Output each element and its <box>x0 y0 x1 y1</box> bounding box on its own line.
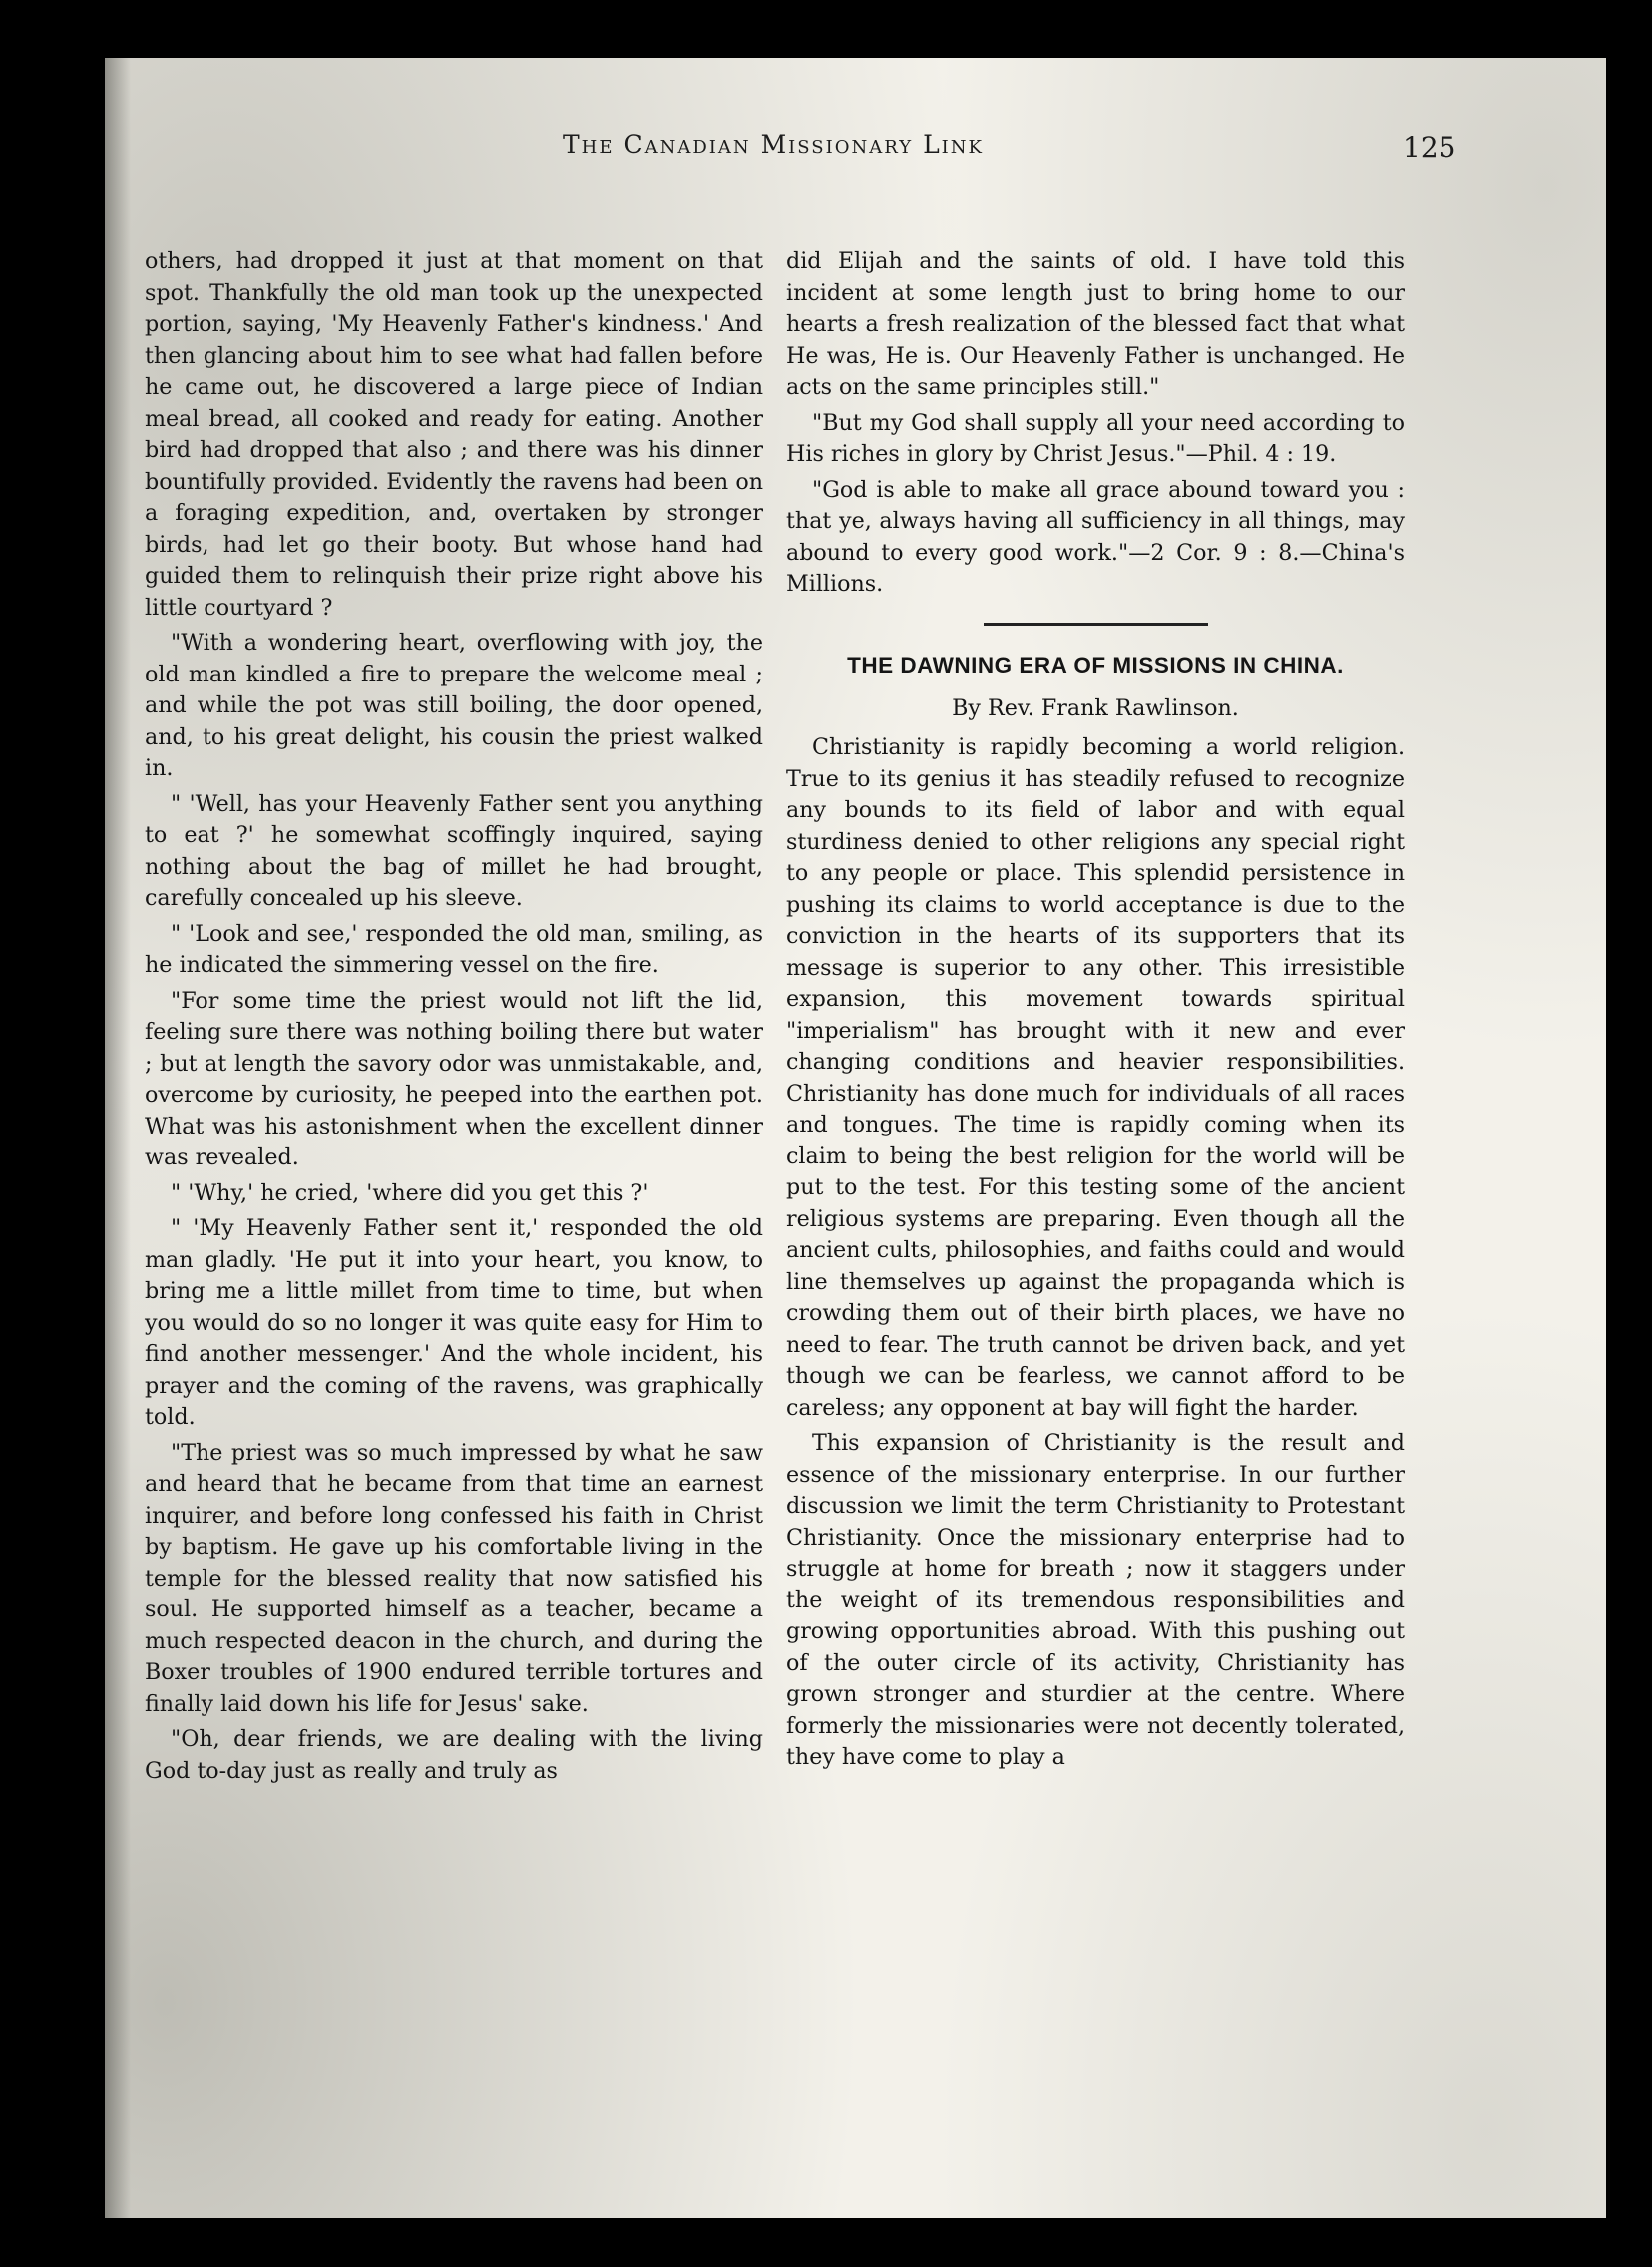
paragraph: " 'Well, has your Heavenly Father sent you anything to eat ?' he somewhat scoffingly inquired, saying nothing about the bag of millet he had brought, carefully concealed up his sleeve. <box>145 790 763 911</box>
section-divider <box>984 623 1208 626</box>
gutter-shadow <box>105 58 131 2218</box>
right-column <box>786 246 1405 1778</box>
paragraph: This expansion of Christianity is the result and essence of the missionary enterprise. In our further discussion we limit the term Christianity to Protestant Christianity. Once the missionary enterprise had to struggle at home for breath ; now it staggers under the weight of its tremendous responsibilities and growing opportunities abroad. With this pushing out of the outer circle of its activity, Christianity has grown stronger and sturdier at the centre. Where formerly the missionaries were not decently tolerated, they have come to play a <box>786 1430 1405 1770</box>
left-column <box>145 246 763 1791</box>
article-byline: By Rev. Frank Rawlinson. <box>952 694 1239 721</box>
paragraph: others, had dropped it just at that moment on that spot. Thankfully the old man took up the unexpected portion, saying, 'My Heavenly Father's kindness.' And then glancing about him to see what had fallen before he came out, he discovered a large piece of Indian meal bread, all cooked and ready for eating. Another bird had dropped that also ; and there was his dinner bountifully provided. Evidently the ravens had been on a foraging expedition, and, overtaken by stronger birds, had let go their booty. But whose hand had guided them to relinquish their prize right above his little courtyard ? <box>145 248 763 621</box>
page-number: 125 <box>1403 131 1456 164</box>
paragraph: "But my God shall supply all your need according to His riches in glory by Christ Jesus."—Phil. 4 : 19. <box>786 409 1405 467</box>
paragraph: " 'Why,' he cried, 'where did you get this ?' <box>171 1179 649 1206</box>
paragraph: "Oh, dear friends, we are dealing with the living God to-day just as really and truly as <box>145 1726 763 1784</box>
paragraph: did Elijah and the saints of old. I have told this incident at some length just to bring home to our hearts a fresh realization of the blessed fact that what He was, He is. Our Heavenly Father is unchanged. He acts on the same principles still." <box>786 248 1405 400</box>
running-title: The Canadian Missionary Link <box>563 130 984 159</box>
paragraph: Christianity is rapidly becoming a world religion. True to its genius it has steadily refused to recognize any bounds to its field of labor and with equal sturdiness denied to other religions any special right to any people or place. This splendid persistence in pushing its claims to world acceptance is due to the conviction in the hearts of its supporters that its message is superior to any other. This irresistible expansion, this movement towards spiritual "imperialism" has brought with it new and ever changing conditions and heavier responsibilities. Christianity has done much for individuals of all races and tongues. The time is rapidly coming when its claim to being the best religion for the world will be put to the test. For this testing some of the ancient religious systems are preparing. Even though all the ancient cults, philosophies, and faiths could and would line themselves up against the propaganda which is crowding them out of their birth places, we have no need to fear. The truth cannot be driven back, and yet though we can be fearless, we cannot afford to be careless; any opponent at bay will fight the harder. <box>786 734 1405 1421</box>
paragraph: " 'My Heavenly Father sent it,' responded the old man gladly. 'He put it into your heart, you know, to bring me a little millet from time to time, but when you would do so no longer it was quite easy for Him to find another messenger.' And the whole incident, his prayer and the coming of the ravens, was graphically told. <box>145 1215 763 1430</box>
paragraph: "With a wondering heart, overflowing with joy, the old man kindled a fire to prepare the welcome meal ; and while the pot was still boiling, the door opened, and, to his great delight, his cousin the priest walked in. <box>145 630 763 781</box>
article-title: THE DAWNING ERA OF MISSIONS IN CHINA. <box>847 652 1344 678</box>
paragraph: "For some time the priest would not lift the lid, feeling sure there was nothing boiling there but water ; but at length the savory odor was unmistakable, and, overcome by curiosity, he peeped into the earthen pot. What was his astonishment when the excellent dinner was revealed. <box>145 987 763 1170</box>
paragraph: "The priest was so much impressed by what he saw and heard that he became from that time an earnest inquirer, and before long confessed his faith in Christ by baptism. He gave up his comfortable living in the temple for the blessed reality that now satisfied his soul. He supported himself as a teacher, became a much respected deacon in the church, and during the Boxer troubles of 1900 endured terrible tortures and finally laid down his life for Jesus' sake. <box>145 1439 763 1717</box>
paragraph: " 'Look and see,' responded the old man, smiling, as he indicated the simmering vessel on the fire. <box>145 920 763 978</box>
paragraph: "God is able to make all grace abound toward you : that ye, always having all sufficiency in all things, may abound to every good work."—2 Cor. 9 : 8.—China's Millions. <box>786 476 1405 597</box>
